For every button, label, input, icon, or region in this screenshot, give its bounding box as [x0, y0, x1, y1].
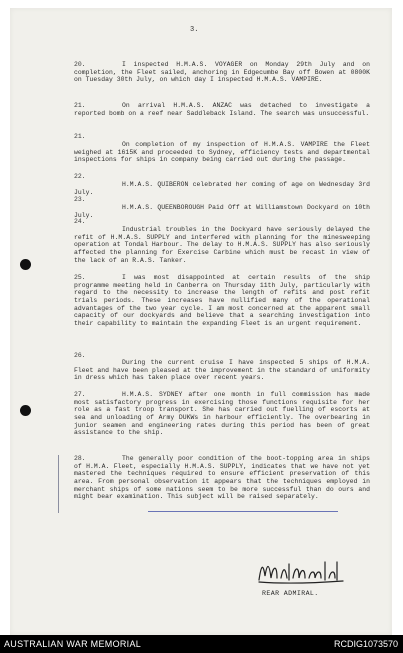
- footer-record-id: RCDIG1073570: [333, 639, 398, 649]
- paragraph-text: On completion of my inspection of H.M.A.S. VAMPIRE the Fleet weighed at 1615K and proceeded to Sydney, efficiency tests and departmental inspections for ships in company being carried out during the passage.: [74, 141, 370, 164]
- signature-rank: REAR ADMIRAL.: [262, 590, 319, 597]
- paragraph-text: H.M.A.S. QUIBERON celebrated her coming of age on Wednesday 3rd July.: [74, 181, 370, 196]
- paragraph-text: H.M.A.S. QUEENBOROUGH Paid Off at Williamstown Dockyard on 10th July.: [74, 204, 370, 219]
- paragraph-number: 28.: [74, 455, 86, 462]
- paragraph-text: I inspected H.M.A.S. VOYAGER on Monday 29th July and on completion, the Fleet sailed, anchoring in Edgecumbe Bay off Bowen at 0800K on Tuesday 30th July, on which day I inspected H.M.A.S. VAMPIRE.: [74, 61, 370, 84]
- paragraph-number: 23.: [74, 196, 86, 203]
- paragraph-number: 22.: [74, 173, 86, 180]
- paragraph-text: During the current cruise I have inspected 5 ships of H.M.A. Fleet and have been pleased at the improvement in the standard of uniformity in dress which has taken place over recent years.: [74, 359, 370, 382]
- archive-footer: [0, 635, 403, 653]
- punch-hole-top: [20, 259, 31, 270]
- paragraph-number: 26.: [74, 352, 86, 359]
- paragraph-text: H.M.A.S. SYDNEY after one month in full commission has made most satisfactory progress in exercising those functions requisite for her role as a fast troop transport. She has carried out fuelling of escorts at sea and unloading of Army DUKWs in harbour efficiently. The overbearing in junior seamen and engineering rates during this period has been of great assistance to the ship.: [74, 391, 370, 437]
- footer-source: AUSTRALIAN WAR MEMORIAL: [4, 639, 142, 649]
- handwritten-signature: [255, 556, 345, 586]
- paragraph-number: 21.: [74, 102, 86, 109]
- pen-underline: [148, 511, 338, 512]
- margin-pencil-line: [58, 455, 59, 513]
- punch-hole-bottom: [20, 405, 31, 416]
- paragraph-text: I was most disappointed at certain results of the ship programme meeting held in Canberra on Thursday 11th July, particularly with regard to the necessity to increase the length of refits and post refit trials periods. These increases have nullified many of the operational advantages of the two year cycle. I am most concerned at the apparent small capacity of our dockyards and believe that a searching investigation into their capability to maintain the expanding Fleet is an urgent requirement.: [74, 274, 370, 328]
- paragraph-text: On arrival H.M.A.S. ANZAC was detached to investigate a reported bomb on a reef near Saddleback Island. The search was unsuccessful.: [74, 102, 370, 117]
- paragraph-number: 27.: [74, 391, 86, 398]
- paragraph-number: 21.: [74, 133, 86, 140]
- paragraph-number: 20.: [74, 61, 86, 68]
- page-number: 3.: [190, 26, 199, 34]
- paragraph-text: The generally poor condition of the boot-topping area in ships of H.M.A. Fleet, especially H.M.A.S. SUPPLY, indicates that we have not yet mastered the techniques required to ensure efficient preservation of this area. From personal observation it appears that the techniques employed in merchant ships of some nations seem to be more successful than do ours and might bear examination. This subject will be raised separately.: [74, 455, 370, 501]
- paragraph-number: 24.: [74, 218, 86, 225]
- paragraph-text: Industrial troubles in the Dockyard have seriously delayed the refit of H.M.A.S. SUPPLY and interfered with planning for the minesweeping operation at Tondal Harbour. The delay to H.M.A.S. SUPPLY has also seriously affected the planning for Exercise Carbine which must be recast in view of the lack of an R.A.S. Tanker.: [74, 226, 370, 264]
- paragraph-number: 25.: [74, 274, 86, 281]
